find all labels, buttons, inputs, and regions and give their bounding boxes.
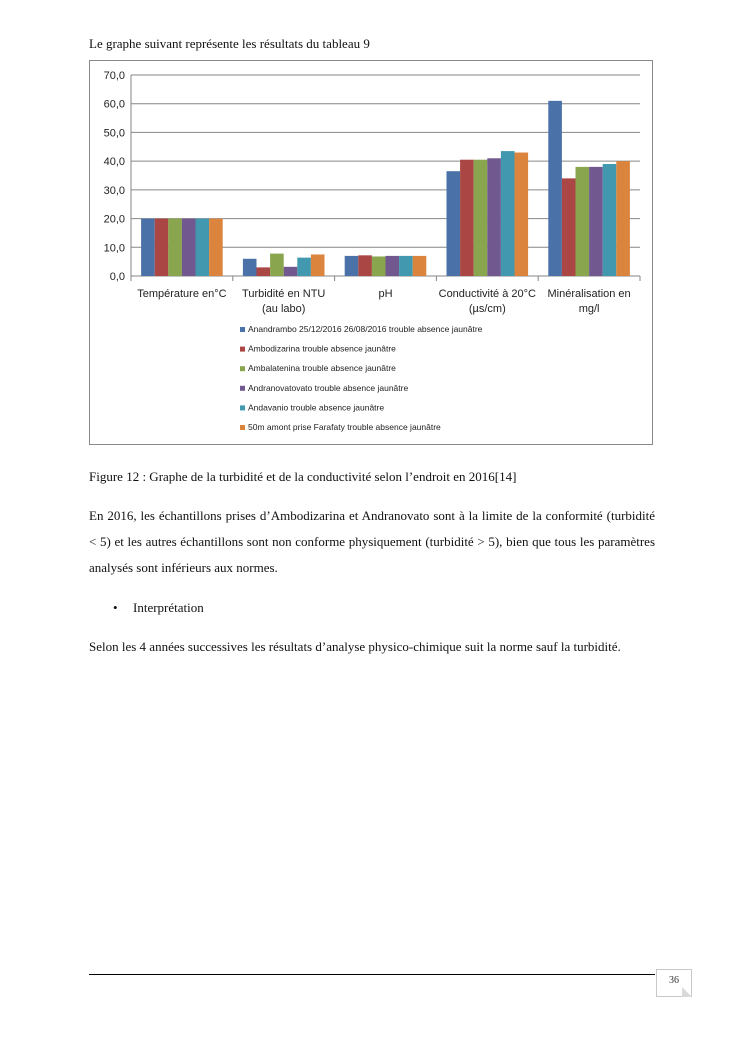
bar: [515, 153, 529, 276]
bar: [168, 219, 182, 276]
bar: [603, 164, 617, 276]
y-tick-label: 30,0: [103, 184, 125, 197]
y-tick-label: 0,0: [109, 271, 125, 283]
page-number-box: [656, 969, 692, 997]
x-category-label: (µs/cm): [468, 303, 506, 315]
x-category-label: Turbidité en NTU: [242, 288, 326, 300]
y-tick-label: 70,0: [103, 70, 125, 82]
bar: [460, 160, 474, 276]
page-number: 36: [669, 975, 679, 986]
x-category-label: Température en°C: [137, 288, 227, 300]
bar-chart-svg: [90, 61, 652, 444]
legend-label: Anandrambo 25/12/2016 26/08/2016 trouble absence jaunâtre: [248, 324, 483, 334]
bar: [447, 171, 461, 276]
bar: [386, 256, 400, 276]
legend-label: 50m amont prise Farafaty trouble absence jaunâtre: [248, 422, 441, 432]
x-category-label: pH: [378, 288, 393, 300]
legend-swatch: [240, 405, 245, 410]
bullet-item: [113, 600, 204, 616]
bar: [257, 267, 271, 276]
bar: [399, 256, 413, 276]
y-tick-label: 20,0: [103, 213, 125, 226]
bar: [576, 167, 590, 276]
legend-swatch: [240, 386, 245, 391]
bar: [474, 160, 488, 276]
bar: [311, 254, 325, 276]
bar: [616, 161, 630, 276]
legend-swatch: [240, 347, 245, 352]
bar: [501, 151, 515, 276]
bullet-label: Interprétation: [133, 600, 204, 615]
y-tick-label: 10,0: [103, 242, 125, 255]
bar: [155, 219, 169, 276]
bar: [297, 258, 311, 276]
x-category-label: Minéralisation en: [547, 288, 631, 300]
bar: [548, 101, 562, 276]
bar: [209, 219, 223, 276]
legend-swatch: [240, 425, 245, 430]
y-tick-label: 40,0: [103, 156, 125, 169]
legend-swatch: [240, 327, 245, 332]
bar: [284, 267, 298, 276]
bullet-dot: •: [113, 600, 118, 615]
bar: [372, 256, 386, 276]
legend-swatch: [240, 366, 245, 371]
bar: [562, 178, 576, 276]
legend-label: Ambalatenina trouble absence jaunâtre: [248, 363, 396, 374]
intro-text: Le graphe suivant représente les résultats du tableau 9: [89, 36, 370, 51]
bar: [487, 158, 501, 276]
legend-label: Andavanio trouble absence jaunâtre: [248, 402, 385, 413]
bar: [413, 256, 427, 276]
x-category-label: Conductivité à 20°C: [438, 288, 536, 300]
bar: [270, 254, 284, 276]
x-category-label: (au labo): [261, 303, 306, 315]
bar-chart: [89, 60, 653, 445]
y-tick-label: 50,0: [103, 127, 125, 140]
footer-rule: [89, 974, 655, 975]
bar: [182, 219, 196, 276]
legend-label: Ambodizarina trouble absence jaunâtre: [248, 343, 396, 354]
bar: [589, 167, 603, 276]
paragraph-conformity: En 2016, les échantillons prises d’Ambodizarina et Andranovato sont à la limite de la conformité (turbidité < 5) et les autres échantillons sont non conforme physiquement (turbidité > 5), bien que tous les paramètres analysés sont inférieurs aux normes.: [89, 508, 655, 575]
bar: [196, 219, 210, 276]
legend-label: Andranovatovato trouble absence jaunâtre: [248, 382, 409, 393]
y-tick-label: 60,0: [103, 98, 125, 111]
bar: [345, 256, 359, 276]
page-curl-icon: [682, 987, 692, 997]
paragraph-interpretation: Selon les 4 années successives les résultats d’analyse physico-chimique suit la norme sauf la turbidité.: [89, 639, 621, 654]
figure-caption: Figure 12 : Graphe de la turbidité et de la conductivité selon l’endroit en 2016[14]: [89, 469, 517, 484]
bar: [141, 219, 155, 276]
bar: [358, 255, 372, 276]
x-category-label: mg/l: [578, 303, 600, 315]
bar: [243, 259, 257, 276]
